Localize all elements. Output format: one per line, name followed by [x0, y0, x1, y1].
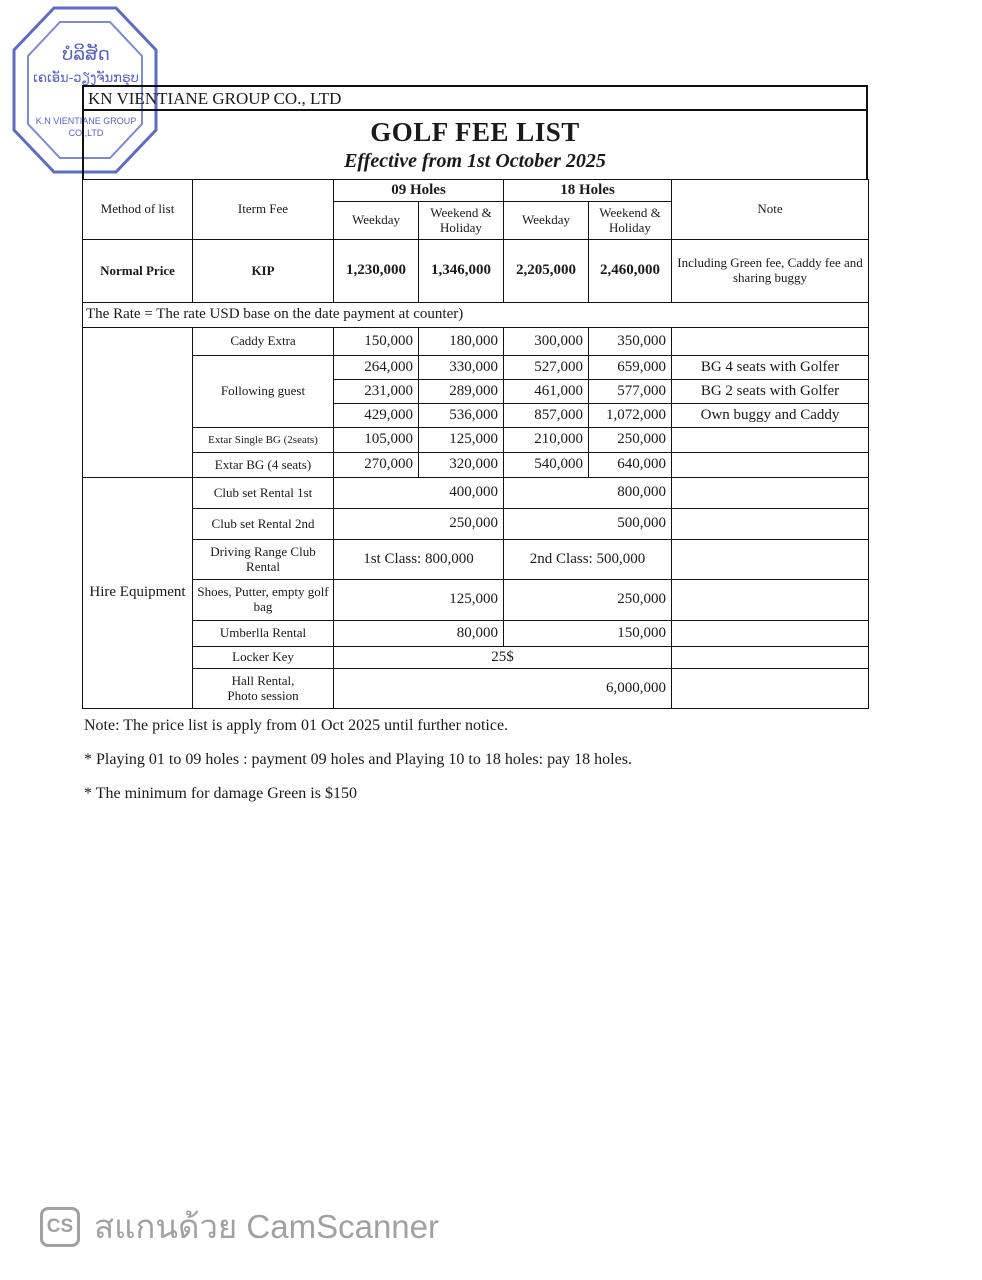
club2-note: [672, 509, 869, 540]
club1-row: [83, 478, 869, 509]
umbrella-label: Umberlla Rental: [193, 621, 334, 647]
following-3-9-weekday: 429,000: [334, 404, 419, 428]
header-18-weekend: Weekend & Holiday: [589, 202, 672, 240]
single-bg-18-weekend: 250,000: [589, 428, 672, 453]
club2-row: [83, 509, 869, 540]
caddy-18-weekday: 300,000: [504, 328, 589, 356]
stamp-company-line-2: CO.,LTD: [68, 128, 104, 138]
fee-document: [82, 85, 868, 709]
hall-label-line-2: Photo session: [227, 687, 299, 703]
club1-18-holes: 800,000: [504, 478, 672, 509]
hall-price: 6,000,000: [334, 669, 672, 709]
camscanner-watermark: [40, 1200, 439, 1253]
following-3-18-weekday: 857,000: [504, 404, 589, 428]
caddy-18-weekend: 350,000: [589, 328, 672, 356]
note-holes-payment: * Playing 01 to 09 holes : payment 09 holes and Playing 10 to 18 holes: pay 18 holes.: [84, 751, 632, 768]
following-1-9-weekday: 264,000: [334, 356, 419, 380]
shoes-row: [83, 580, 869, 621]
extar-bg-label: Extar BG (4 seats): [193, 453, 334, 478]
header-note: Note: [672, 180, 869, 240]
title-box: [82, 109, 868, 179]
hall-note: [672, 669, 869, 709]
umbrella-row: [83, 621, 869, 647]
following-3-9-weekend: 536,000: [419, 404, 504, 428]
driving-range-label: Driving Range Club Rental: [193, 540, 334, 580]
single-bg-note: [672, 428, 869, 453]
header-9-holes: 09 Holes: [334, 180, 504, 202]
club1-note: [672, 478, 869, 509]
fee-table: [82, 179, 869, 709]
single-bg-label: Extar Single BG (2seats): [193, 428, 334, 453]
header-method: Method of list: [83, 180, 193, 240]
single-bg-row: [83, 428, 869, 453]
header-9-weekday: Weekday: [334, 202, 419, 240]
club1-label: Club set Rental 1st: [193, 478, 334, 509]
following-2-18-weekend: 577,000: [589, 380, 672, 404]
hall-label: [193, 669, 334, 709]
stamp-lao-line-2: ເຄເອັນ-ວຽງຈັນກຣຸບ: [33, 71, 139, 86]
umbrella-9-holes: 80,000: [334, 621, 504, 647]
notes-section: [84, 714, 632, 816]
header-18-holes: 18 Holes: [504, 180, 672, 202]
driving-range-note: [672, 540, 869, 580]
camscanner-logo-icon: CS: [40, 1207, 80, 1247]
extar-bg-note: [672, 453, 869, 478]
locker-note: [672, 647, 869, 669]
caddy-9-weekend: 180,000: [419, 328, 504, 356]
stamp-lao-line-1: ບໍລິສັດ: [62, 44, 110, 65]
locker-label: Locker Key: [193, 647, 334, 669]
normal-price-row: [83, 240, 869, 303]
following-2-note: BG 2 seats with Golfer: [672, 380, 869, 404]
following-2-9-weekend: 289,000: [419, 380, 504, 404]
following-1-18-weekend: 659,000: [589, 356, 672, 380]
normal-price-note: Including Green fee, Caddy fee and sharing buggy: [672, 240, 869, 303]
rate-note: The Rate = The rate USD base on the date payment at counter): [83, 303, 869, 328]
club1-9-holes: 400,000: [334, 478, 504, 509]
hall-row: [83, 669, 869, 709]
company-name: KN VIENTIANE GROUP CO., LTD: [82, 85, 868, 109]
effective-date: Effective from 1st October 2025: [344, 150, 606, 172]
header-item: Iterm Fee: [193, 180, 334, 240]
locker-row: [83, 647, 869, 669]
note-damage-green: * The minimum for damage Green is $150: [84, 785, 357, 802]
caddy-label: Caddy Extra: [193, 328, 334, 356]
shoes-18-holes: 250,000: [504, 580, 672, 621]
normal-18-weekend: 2,460,000: [589, 240, 672, 303]
header-row: [83, 180, 869, 202]
following-2-18-weekday: 461,000: [504, 380, 589, 404]
shoes-label: Shoes, Putter, empty golf bag: [193, 580, 334, 621]
normal-18-weekday: 2,205,000: [504, 240, 589, 303]
normal-price-label: Normal Price: [83, 240, 193, 303]
umbrella-18-holes: 150,000: [504, 621, 672, 647]
normal-9-weekday: 1,230,000: [334, 240, 419, 303]
hall-label-line-1: Hall Rental,: [231, 672, 295, 688]
hire-equipment-label: Hire Equipment: [83, 478, 193, 709]
note-validity: Note: The price list is apply from 01 Oct 2025 until further notice.: [84, 717, 509, 734]
following-row: [83, 356, 869, 380]
following-3-note: Own buggy and Caddy: [672, 404, 869, 428]
single-bg-9-weekday: 105,000: [334, 428, 419, 453]
extar-bg-9-weekend: 320,000: [419, 453, 504, 478]
following-2-9-weekday: 231,000: [334, 380, 419, 404]
extar-bg-18-weekend: 640,000: [589, 453, 672, 478]
driving-range-class-1: 1st Class: 800,000: [334, 540, 504, 580]
camscanner-text: สแกนด้วย CamScanner: [94, 1208, 440, 1245]
following-1-18-weekday: 527,000: [504, 356, 589, 380]
rate-row: [83, 303, 869, 328]
caddy-row: [83, 328, 869, 356]
shoes-note: [672, 580, 869, 621]
driving-range-row: [83, 540, 869, 580]
locker-price: 25$: [334, 647, 672, 669]
club2-18-holes: 500,000: [504, 509, 672, 540]
club2-9-holes: 250,000: [334, 509, 504, 540]
club2-label: Club set Rental 2nd: [193, 509, 334, 540]
normal-9-weekend: 1,346,000: [419, 240, 504, 303]
caddy-9-weekday: 150,000: [334, 328, 419, 356]
extar-bg-row: [83, 453, 869, 478]
extras-group: [83, 328, 193, 478]
following-1-9-weekend: 330,000: [419, 356, 504, 380]
single-bg-18-weekday: 210,000: [504, 428, 589, 453]
page-title: GOLF FEE LIST: [370, 117, 580, 147]
driving-range-class-2: 2nd Class: 500,000: [504, 540, 672, 580]
stamp-company-line-1: K.N VIENTIANE GROUP: [35, 116, 137, 126]
extar-bg-9-weekday: 270,000: [334, 453, 419, 478]
following-1-note: BG 4 seats with Golfer: [672, 356, 869, 380]
header-9-weekend: Weekend & Holiday: [419, 202, 504, 240]
following-3-18-weekend: 1,072,000: [589, 404, 672, 428]
header-18-weekday: Weekday: [504, 202, 589, 240]
single-bg-9-weekend: 125,000: [419, 428, 504, 453]
caddy-note: [672, 328, 869, 356]
shoes-9-holes: 125,000: [334, 580, 504, 621]
umbrella-note: [672, 621, 869, 647]
normal-price-currency: KIP: [193, 240, 334, 303]
extar-bg-18-weekday: 540,000: [504, 453, 589, 478]
following-label: Following guest: [193, 356, 334, 428]
